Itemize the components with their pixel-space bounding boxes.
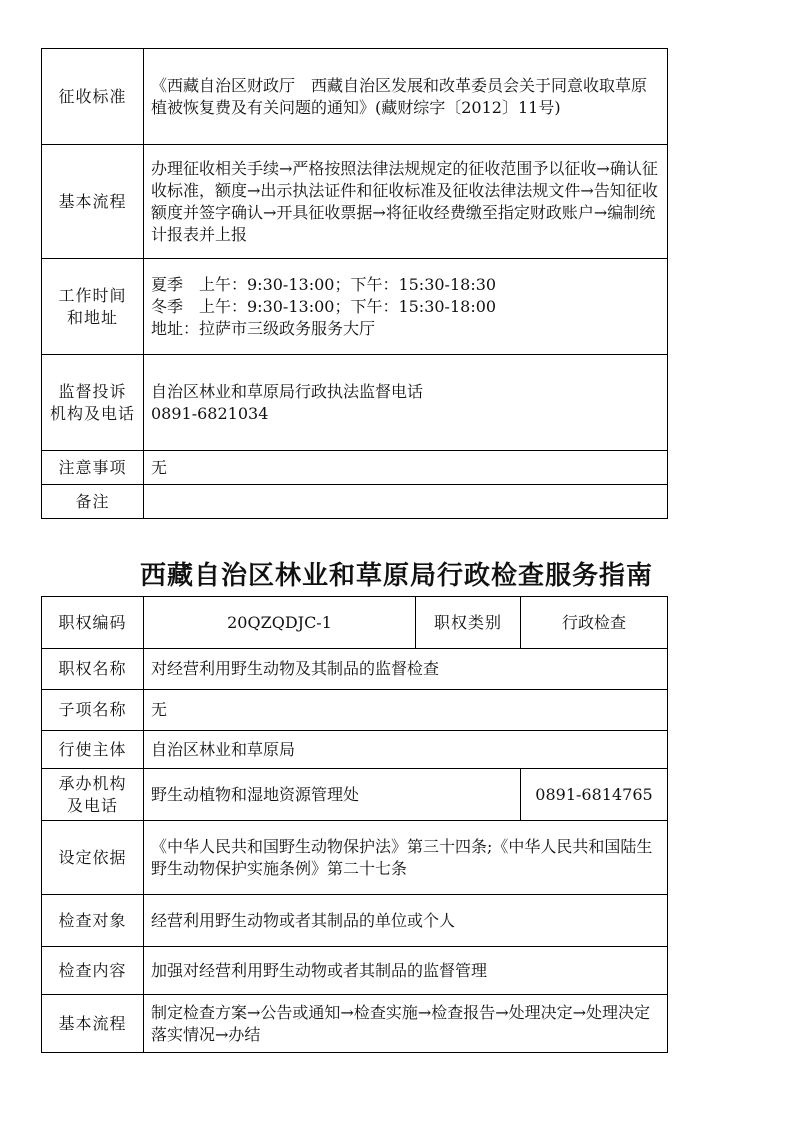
label-line: 工作时间 bbox=[58, 285, 127, 305]
name-value: 对经营利用野生动物及其制品的监督检查 bbox=[144, 649, 668, 690]
label-line: 承办机构 bbox=[58, 773, 127, 793]
org-value: 野生动植物和湿地资源管理处 bbox=[144, 769, 521, 821]
object-label: 检查对象 bbox=[42, 895, 144, 947]
supervision-phone: 0891-6821034 bbox=[151, 403, 269, 423]
table-row bbox=[42, 995, 668, 1053]
subitem-value: 无 bbox=[144, 690, 668, 731]
fee-collection-table bbox=[41, 48, 668, 519]
address: 地址：拉萨市三级政务服务大厅 bbox=[151, 318, 376, 338]
winter-hours: 冬季 上午：9:30-13:00；下午：15:30-18:00 bbox=[151, 296, 497, 316]
category-value: 行政检查 bbox=[521, 597, 668, 649]
table-row bbox=[42, 259, 668, 355]
table-row bbox=[42, 451, 668, 485]
object-value: 经营利用野生动物或者其制品的单位或个人 bbox=[144, 895, 668, 947]
name-label: 职权名称 bbox=[42, 649, 144, 690]
fee-standard-value: 《西藏自治区财政厅 西藏自治区发展和改革委员会关于同意收取草原植被恢复费及有关问题的通知》(藏财综字〔2012〕11号) bbox=[144, 49, 668, 145]
table-row bbox=[42, 49, 668, 145]
remarks-value bbox=[144, 485, 668, 519]
process-label: 基本流程 bbox=[42, 995, 144, 1053]
content-label: 检查内容 bbox=[42, 947, 144, 995]
table-row bbox=[42, 355, 668, 451]
label-line: 机构及电话 bbox=[49, 403, 135, 423]
table-row bbox=[42, 649, 668, 690]
table-row bbox=[42, 731, 668, 769]
label-line: 及电话 bbox=[66, 795, 118, 815]
work-hours-value bbox=[144, 259, 668, 355]
category-label: 职权类别 bbox=[416, 597, 521, 649]
table-row bbox=[42, 947, 668, 995]
row-label: 注意事项 bbox=[42, 451, 144, 485]
process-value: 制定检查方案→公告或通知→检查实施→检查报告→处理决定→处理决定落实情况→办结 bbox=[144, 995, 668, 1053]
row-label: 备注 bbox=[42, 485, 144, 519]
basis-label: 设定依据 bbox=[42, 821, 144, 895]
table-row bbox=[42, 145, 668, 259]
code-label: 职权编码 bbox=[42, 597, 144, 649]
org-label bbox=[42, 769, 144, 821]
basic-process-value: 办理征收相关手续→严格按照法律法规规定的征收范围予以征收→确认征收标准，额度→出示执法证件和征收标准及征收法律法规文件→告知征收额度并签字确认→开具征收票据→将征收经费缴至指定财政账户→编制统计报表并上报 bbox=[144, 145, 668, 259]
label-line: 和地址 bbox=[66, 307, 118, 327]
subject-value: 自治区林业和草原局 bbox=[144, 731, 668, 769]
org-phone: 0891-6814765 bbox=[521, 769, 668, 821]
table-row bbox=[42, 690, 668, 731]
row-label bbox=[42, 355, 144, 451]
supervision-value bbox=[144, 355, 668, 451]
content-value: 加强对经营利用野生动物或者其制品的监督管理 bbox=[144, 947, 668, 995]
table-row bbox=[42, 485, 668, 519]
basis-value: 《中华人民共和国野生动物保护法》第三十四条;《中华人民共和国陆生野生动物保护实施条例》第二十七条 bbox=[144, 821, 668, 895]
row-label: 征收标准 bbox=[42, 49, 144, 145]
page-title: 西藏自治区林业和草原局行政检查服务指南 bbox=[139, 561, 653, 591]
row-label: 基本流程 bbox=[42, 145, 144, 259]
row-label bbox=[42, 259, 144, 355]
table-row bbox=[42, 895, 668, 947]
inspection-guide-table bbox=[41, 596, 668, 1053]
notes-value: 无 bbox=[144, 451, 668, 485]
supervision-org: 自治区林业和草原局行政执法监督电话 bbox=[151, 381, 424, 401]
table-row bbox=[42, 769, 668, 821]
table-row bbox=[42, 597, 668, 649]
table-row bbox=[42, 821, 668, 895]
summer-hours: 夏季 上午：9:30-13:00；下午：15:30-18:30 bbox=[151, 274, 497, 294]
label-line: 监督投诉 bbox=[58, 381, 127, 401]
code-value: 20QZQDJC-1 bbox=[144, 597, 416, 649]
subitem-label: 子项名称 bbox=[42, 690, 144, 731]
subject-label: 行使主体 bbox=[42, 731, 144, 769]
